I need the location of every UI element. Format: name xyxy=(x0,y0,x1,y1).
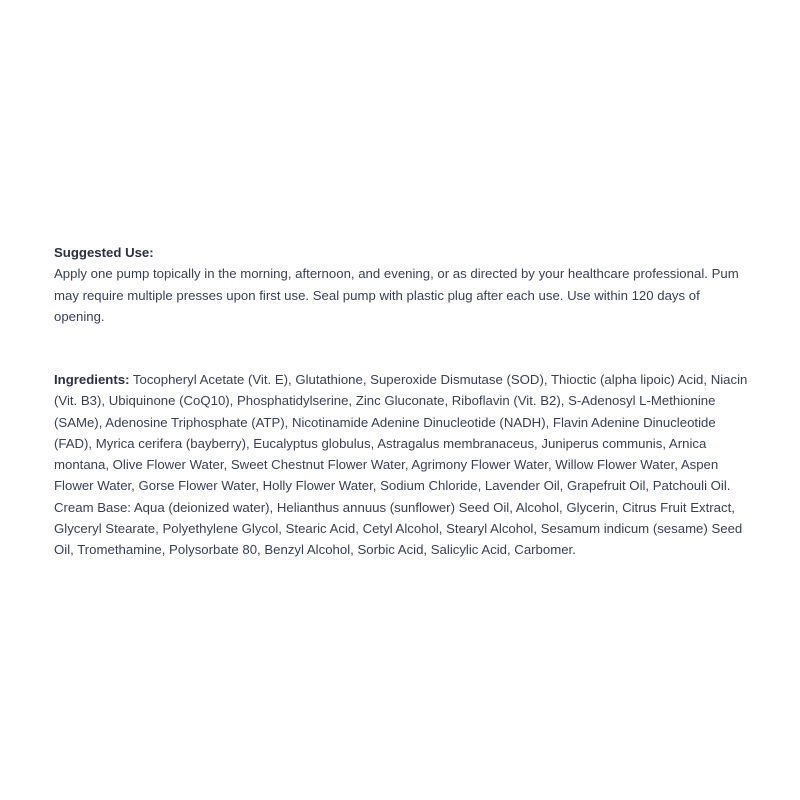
suggested-use-section xyxy=(54,242,770,327)
ingredients-text: Tocopheryl Acetate (Vit. E), Glutathione, Superoxide Dismutase (SOD), Thioctic (alpha lipoic) Acid, Niacin (Vit. B3), Ubiquinone (CoQ10), Phosphatidylserine, Zinc Gluconate, Riboflavin (Vit. B2), S-Adenosyl L-Methionine (SAMe), Adenosine Triphosphate (ATP), Nicotinamide Adenine Dinucleotide (NADH), Flavin Adenine Dinucleotide (FAD), Myrica cerifera (bayberry), Eucalyptus globulus, Astragalus membranaceus, Juniperus communis, Arnica montana, Olive Flower Water, Sweet Chestnut Flower Water, Agrimony Flower Water, Willow Flower Water, Aspen Flower Water, Gorse Flower Water, Holly Flower Water, Sodium Chloride, Lavender Oil, Grapefruit Oil, Patchouli Oil. Cream Base: Aqua (deionized water), Helianthus annuus (sunflower) Seed Oil, Alcohol, Glycerin, Citrus Fruit Extract, Glyceryl Stearate, Polyethylene Glycol, Stearic Acid, Cetyl Alcohol, Stearyl Alcohol, Sesamum indicum (sesame) Seed Oil, Tromethamine, Polysorbate 80, Benzyl Alcohol, Sorbic Acid, Salicylic Acid, Carbomer. xyxy=(54,372,748,558)
suggested-use-text: Apply one pump topically in the morning, afternoon, and evening, or as directed by your healthcare professional. Pum may require multiple presses upon first use. Seal pump with plastic plug after each use. Use within 120 days of opening. xyxy=(54,266,739,324)
ingredients-label: Ingredients: xyxy=(54,372,130,387)
ingredients-section xyxy=(54,369,770,561)
suggested-use-heading: Suggested Use: xyxy=(54,245,154,260)
